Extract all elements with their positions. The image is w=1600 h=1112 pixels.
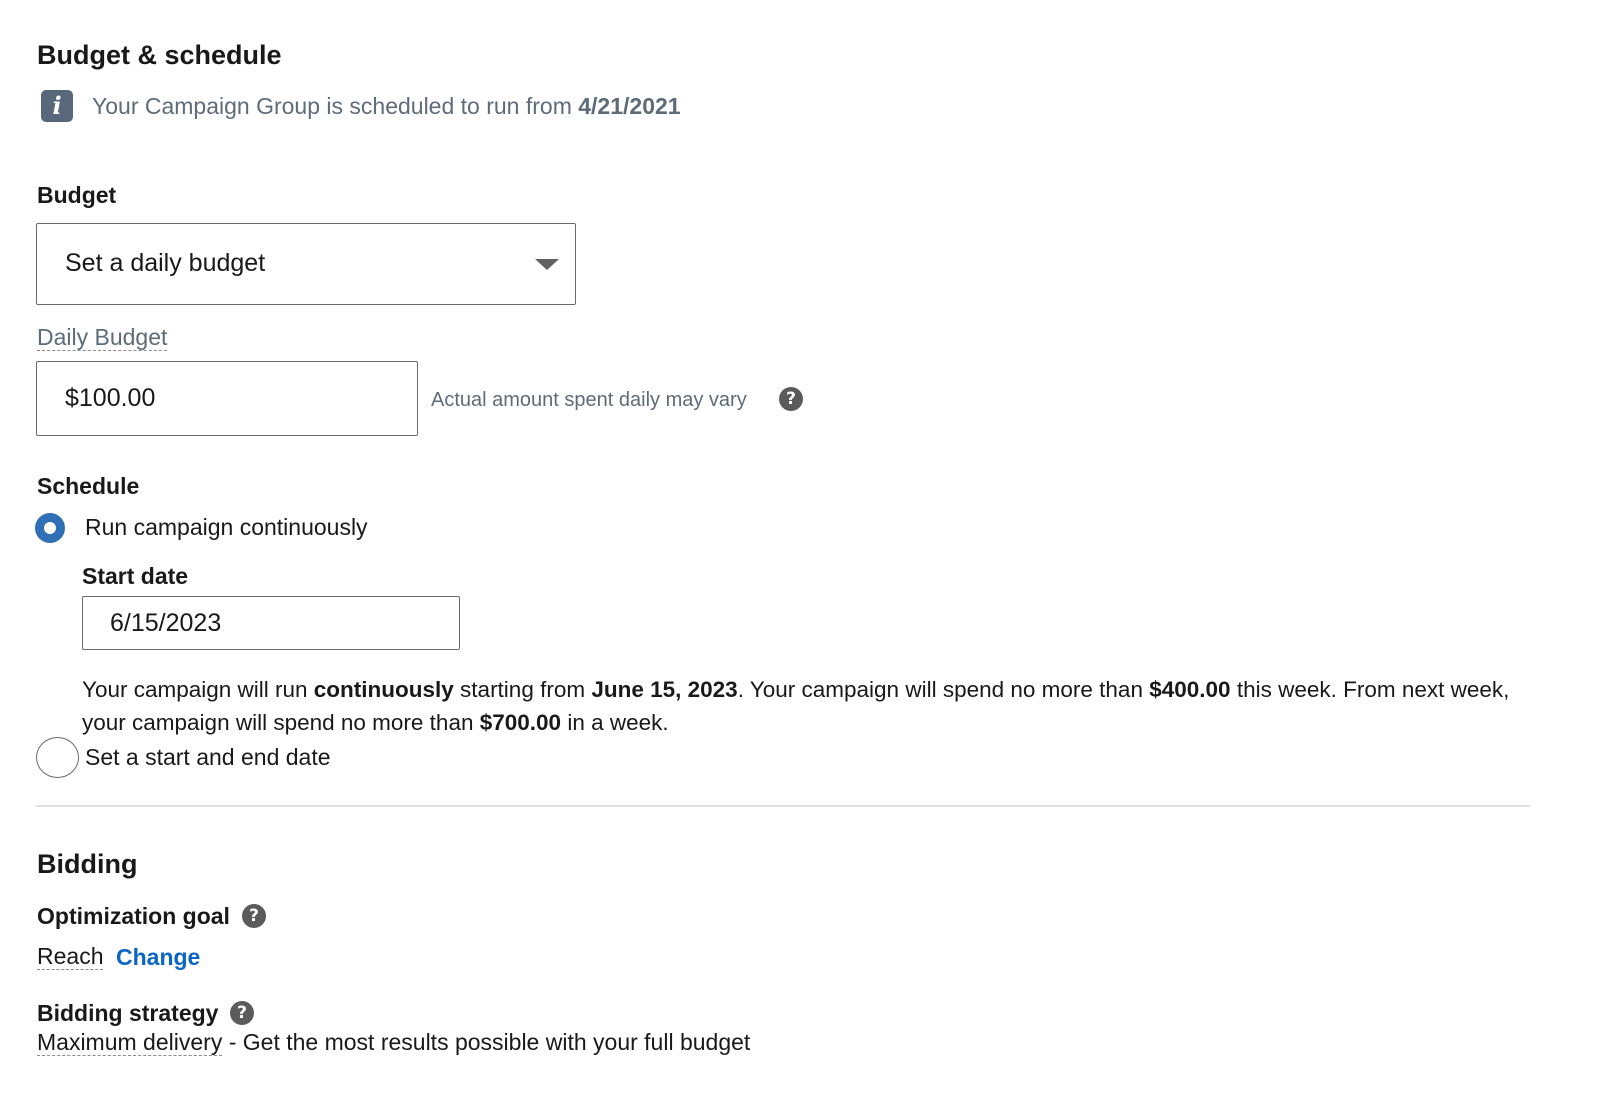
optimization-goal-label: Optimization goal bbox=[37, 903, 230, 929]
budget-label: Budget bbox=[37, 182, 117, 208]
campaign-group-schedule-notice bbox=[92, 93, 681, 120]
radio-start-end-date[interactable] bbox=[36, 737, 79, 778]
budget-type-select[interactable] bbox=[36, 223, 576, 305]
section-divider bbox=[36, 805, 1530, 807]
start-date-label: Start date bbox=[82, 563, 189, 589]
daily-budget-hint: Actual amount spent daily may vary bbox=[431, 389, 747, 411]
bidding-strategy-row bbox=[37, 1029, 750, 1056]
notice-text: Your Campaign Group is scheduled to run from bbox=[92, 93, 579, 119]
daily-budget-input[interactable] bbox=[36, 361, 418, 436]
summary-text: this week. From next week, your campaign will spend no more than bbox=[82, 677, 1510, 735]
budget-type-selected-value: Set a daily budget bbox=[65, 249, 266, 277]
chevron-down-icon bbox=[535, 259, 559, 270]
help-icon[interactable]: ? bbox=[230, 1001, 254, 1025]
daily-budget-value: $100.00 bbox=[65, 384, 156, 412]
bidding-strategy-description: - Get the most results possible with your full budget bbox=[222, 1029, 751, 1055]
summary-next-week-limit: $700.00 bbox=[479, 710, 562, 735]
change-optimization-goal-link[interactable]: Change bbox=[116, 944, 201, 970]
help-icon[interactable]: ? bbox=[242, 904, 266, 928]
help-icon[interactable]: ? bbox=[779, 387, 803, 411]
daily-budget-label[interactable]: Daily Budget bbox=[37, 324, 168, 350]
summary-text: Your campaign will run bbox=[82, 677, 314, 702]
notice-date: 4/21/2021 bbox=[578, 93, 681, 119]
summary-continuously: continuously bbox=[313, 677, 454, 702]
start-date-input[interactable] bbox=[82, 596, 460, 650]
schedule-summary bbox=[82, 673, 1542, 739]
bidding-strategy-label: Bidding strategy bbox=[37, 1000, 219, 1026]
summary-text: starting from bbox=[453, 677, 592, 702]
optimization-goal-value[interactable]: Reach bbox=[37, 943, 104, 969]
radio-run-continuously-label[interactable]: Run campaign continuously bbox=[85, 514, 368, 540]
radio-run-continuously[interactable] bbox=[35, 513, 65, 543]
section-title-bidding: Bidding bbox=[37, 849, 138, 879]
summary-text: . Your campaign will spend no more than bbox=[737, 677, 1150, 702]
summary-week-limit: $400.00 bbox=[1149, 677, 1231, 702]
radio-start-end-date-label[interactable]: Set a start and end date bbox=[85, 744, 331, 770]
summary-start-date: June 15, 2023 bbox=[591, 677, 738, 702]
bidding-strategy-value[interactable]: Maximum delivery bbox=[37, 1029, 223, 1055]
summary-text: in a week. bbox=[561, 710, 669, 735]
start-date-value: 6/15/2023 bbox=[110, 609, 222, 637]
schedule-label: Schedule bbox=[37, 473, 140, 499]
section-title-budget-schedule: Budget & schedule bbox=[37, 40, 282, 70]
info-icon: i bbox=[41, 90, 73, 122]
